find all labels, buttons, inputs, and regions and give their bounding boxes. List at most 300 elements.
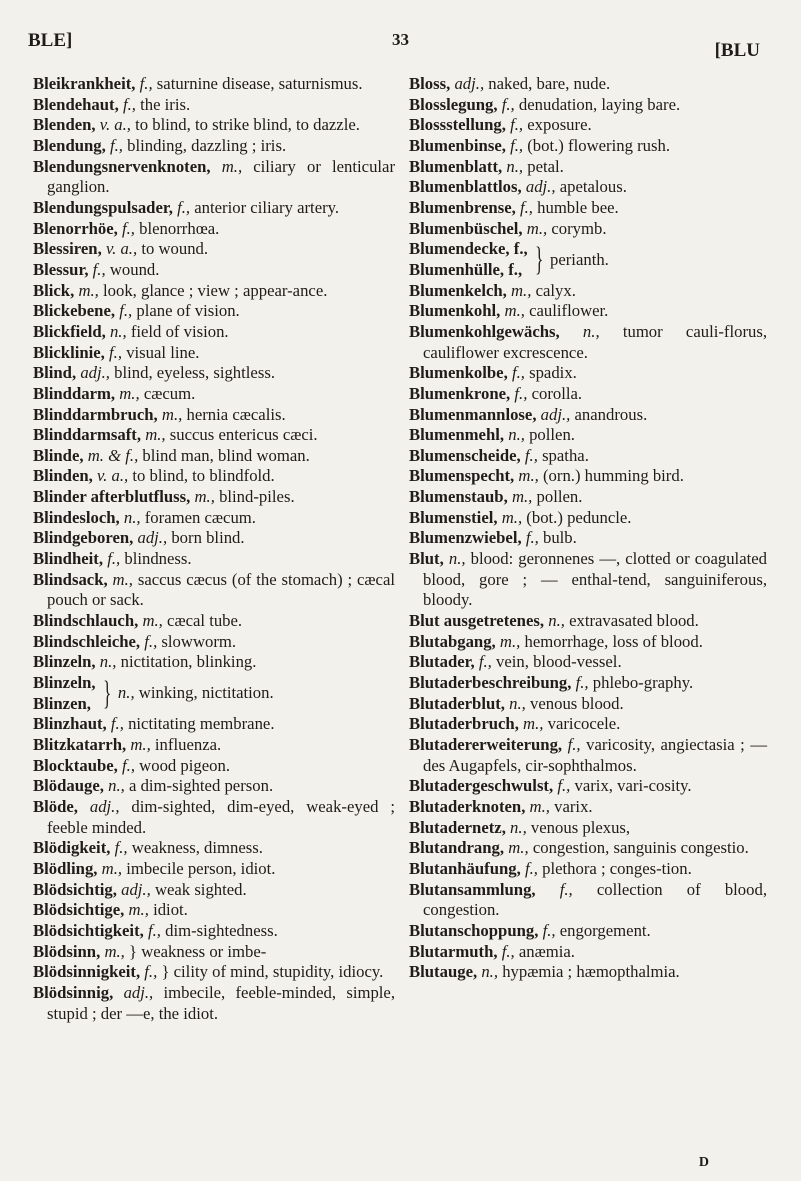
entry-headword: Blickebene, [33, 301, 116, 321]
entry-definition: humble bee. [537, 197, 619, 217]
dictionary-entry [409, 363, 767, 384]
entry-headword: Blödsichtige, [33, 900, 125, 920]
entry-headword: Blumenbrense, [409, 197, 516, 217]
entry-definition: imbecile, feeble-minded, simple, stupid ; der —e, the idiot. [47, 982, 395, 1023]
entry-definition: } weakness or imbe- [129, 941, 267, 961]
entry-headword: Blinddarmsaft, [33, 425, 142, 445]
page-number: 33 [392, 30, 409, 49]
entry-part-of-speech: f., [525, 528, 539, 548]
entry-part-of-speech: adj., [123, 982, 154, 1002]
entry-headword: Blumenkohl, [409, 301, 501, 321]
entry-headword: Blinde, [33, 445, 84, 465]
dictionary-entry [33, 756, 395, 777]
entry-definition: cæcal tube. [167, 611, 243, 631]
entry-definition: spadix. [529, 363, 577, 383]
dictionary-entry [33, 880, 395, 901]
dictionary-entry [409, 652, 767, 673]
entry-headword: Blutansammlung, [409, 879, 536, 899]
entry-part-of-speech: f., [575, 673, 589, 693]
entry-headword: Blut ausgetretenes, [409, 611, 545, 631]
dictionary-entry [409, 198, 767, 219]
entry-headword: Blutaderblut, [409, 693, 505, 713]
dictionary-entry [33, 115, 395, 136]
entry-definition: varicocele. [547, 714, 621, 734]
entry-definition: vein, blood-vessel. [496, 652, 622, 672]
dictionary-entry [33, 322, 395, 343]
entry-definition: bulb. [542, 528, 577, 548]
entry-part-of-speech: f., [511, 363, 525, 383]
entry-definition: (orn.) humming bird. [542, 466, 684, 486]
dictionary-entry [409, 446, 767, 467]
dictionary-entry [33, 983, 395, 1024]
entry-definition: blind man, blind woman. [142, 445, 310, 465]
entry-definition: hemorrhage, loss of blood. [524, 631, 703, 651]
dictionary-entry [409, 921, 767, 942]
dictionary-entry [409, 74, 767, 95]
dictionary-entry [409, 880, 767, 921]
entry-headword: Blocktaube, [33, 755, 118, 775]
entry-definition: tumor cauli-florus, cauliflower excrescence. [423, 321, 768, 362]
entry-headword: Blickfield, [33, 321, 106, 341]
entry-headword: Blumenkolbe, [409, 363, 508, 383]
dictionary-entry [409, 322, 767, 363]
entry-part-of-speech: f., [144, 631, 158, 651]
dictionary-entry [409, 714, 767, 735]
entry-definition: venous blood. [530, 693, 624, 713]
dictionary-entry-group [409, 239, 767, 280]
entry-headword: Blutaderbeschreibung, [409, 673, 572, 693]
entry-headword: Blutaderknoten, [409, 796, 526, 816]
entry-headword: Blutader, [409, 652, 475, 672]
entry-part-of-speech: f., [524, 445, 538, 465]
entry-definition: venous plexus, [530, 817, 631, 837]
dictionary-entry [33, 859, 395, 880]
entry-definition: plethora ; conges-tion. [542, 858, 692, 878]
entry-definition: wood pigeon. [139, 755, 231, 775]
entry-headword: Blutauge, [409, 962, 478, 982]
dictionary-entry [33, 260, 395, 281]
entry-headword: Blumenmehl, [409, 425, 505, 445]
entry-part-of-speech: f., [557, 776, 571, 796]
entry-part-of-speech: f., [107, 549, 121, 569]
entry-definition: saccus cæcus (of the stomach) ; cæcal pouch or sack. [47, 569, 396, 610]
entry-headword: Blinddarmbruch, [33, 404, 158, 424]
entry-headword: Blindschleiche, [33, 631, 141, 651]
entry-definition: dim-sightedness. [165, 920, 278, 940]
entry-headword: Blumenkelch, [409, 280, 507, 300]
dictionary-entry [33, 611, 395, 632]
dictionary-entry [33, 446, 395, 467]
entry-part-of-speech: m. & f., [87, 445, 139, 465]
entry-definition: apetalous. [559, 177, 627, 197]
entry-headword: Blumenzwiebel, [409, 528, 522, 548]
entry-part-of-speech: f., [559, 879, 573, 899]
dictionary-entry [409, 219, 767, 240]
entry-definition: (bot.) peduncle. [526, 507, 632, 527]
entry-definition: calyx. [535, 280, 576, 300]
dictionary-entry [33, 942, 395, 963]
entry-part-of-speech: adj., [540, 404, 571, 424]
dictionary-entry [33, 632, 395, 653]
dictionary-entry [33, 74, 395, 95]
entry-part-of-speech: f., [109, 135, 123, 155]
entry-part-of-speech: f., [122, 755, 135, 775]
entry-headword: Blind, [33, 363, 77, 383]
entry-definition: naked, bare, nude. [488, 74, 611, 93]
entry-part-of-speech: m., [526, 218, 548, 238]
entry-headword: Blinzhaut, [33, 714, 107, 734]
entry-definition: blind, eyeless, sightless. [114, 363, 275, 383]
entry-part-of-speech: f., [109, 342, 123, 362]
dictionary-entry [33, 776, 395, 797]
dictionary-entry [33, 921, 395, 942]
entry-definition: varix. [554, 796, 593, 816]
dictionary-entry [33, 508, 395, 529]
dictionary-entry [33, 136, 395, 157]
entry-definition: plane of vision. [136, 301, 240, 321]
entry-definition: blenorrhœa. [139, 218, 220, 238]
entry-headword: Bleikrankheit, [33, 74, 136, 93]
entry-headword: Blinder afterblutfluss, [33, 487, 191, 507]
dictionary-entry [409, 405, 767, 426]
entry-definition: exposure. [527, 115, 592, 135]
entry-headword: Blossstellung, [409, 115, 506, 135]
entry-part-of-speech: adj., [80, 363, 110, 383]
entry-headword: Blumenkohlgewächs, [409, 321, 560, 341]
entry-headword: Blumenhülle, f., [409, 259, 523, 279]
entry-definition: hypæmia ; hæmopthalmia. [502, 962, 680, 982]
dictionary-entry [409, 425, 767, 446]
entry-definition: the iris. [140, 94, 191, 114]
entry-definition: extravasated blood. [569, 611, 699, 631]
entry-part-of-speech: m., [78, 280, 99, 300]
entry-definition: varicosity, angiectasia ; — des Augapfels, cir-sophthalmos. [423, 735, 768, 775]
entry-part-of-speech: m., [529, 796, 550, 816]
entry-headword: Blutanhäufung, [409, 858, 521, 878]
dictionary-entry [33, 301, 395, 322]
entry-headword: Blutanschoppung, [409, 920, 539, 940]
entry-definition: hernia cæcalis. [186, 404, 286, 424]
dictionary-entry [409, 95, 767, 116]
entry-headword: Blöde, [33, 796, 78, 816]
entry-headword: Blumenmannlose, [409, 404, 537, 424]
entry-definition: dim-sighted, dim-eyed, weak-eyed ; feeble minded. [47, 796, 395, 837]
entry-definition: cauliflower. [529, 301, 609, 321]
entry-definition: perianth. [550, 249, 609, 269]
dictionary-entry [33, 797, 395, 838]
entry-definition: anterior ciliary artery. [194, 197, 340, 217]
dictionary-entry [409, 136, 767, 157]
entry-headword: Blosslegung, [409, 94, 498, 114]
entry-headword: Blumenstiel, [409, 507, 498, 527]
entry-definition: field of vision. [130, 321, 229, 341]
entry-headword: Blödsichtig, [33, 879, 117, 899]
dictionary-entry [409, 549, 767, 611]
entry-headword: Blinddarm, [33, 383, 116, 403]
entry-headword: Blutabgang, [409, 631, 496, 651]
entry-part-of-speech: m., [523, 714, 544, 734]
dictionary-entry [33, 384, 395, 405]
entry-definition: wound. [109, 259, 160, 279]
entry-definition: to blind, to strike blind, to dazzle. [135, 115, 360, 135]
dictionary-entry [33, 466, 395, 487]
dictionary-entry [409, 281, 767, 302]
entry-part-of-speech: f., [122, 94, 136, 114]
entry-definition: } cility of mind, stupidity, idiocy. [161, 962, 384, 982]
entry-definition: denudation, laying bare. [518, 94, 681, 114]
entry-headword: Blessiren, [33, 239, 102, 259]
entry-part-of-speech: f., [177, 197, 191, 217]
entry-definition: look, glance ; view ; appear-ance. [103, 280, 328, 300]
entry-part-of-speech: f., [519, 197, 533, 217]
entry-definition: (bot.) flowering rush. [527, 135, 670, 155]
entry-part-of-speech: f., [501, 94, 515, 114]
entry-headword: Blick, [33, 280, 75, 300]
entry-definition: collection of blood, congestion. [423, 879, 768, 920]
dictionary-entry [409, 177, 767, 198]
entry-part-of-speech: m., [194, 487, 215, 507]
dictionary-entry [33, 425, 395, 446]
left-column [33, 74, 395, 1024]
entry-headword: Blinzeln, [33, 652, 96, 672]
entry-definition: foramen cæcum. [144, 507, 256, 527]
entry-part-of-speech: n., [510, 817, 527, 837]
dictionary-entry [409, 611, 767, 632]
dictionary-entry [409, 735, 767, 776]
dictionary-entry [33, 549, 395, 570]
entry-headword: Blutaderbruch, [409, 714, 519, 734]
entry-definition: born blind. [171, 528, 245, 548]
entry-part-of-speech: f., [122, 218, 135, 238]
entry-part-of-speech: m., [101, 858, 123, 878]
entry-definition: anæmia. [518, 941, 575, 961]
entry-part-of-speech: v. a., [97, 466, 129, 486]
header-left-guide: BLE] [28, 30, 73, 51]
dictionary-entry [409, 301, 767, 322]
entry-part-of-speech: m., [128, 900, 149, 920]
entry-part-of-speech: m., [508, 838, 529, 858]
entry-definition: blindness. [124, 549, 192, 569]
entry-headword: Bloss, [409, 74, 451, 93]
entry-part-of-speech: v. a., [99, 115, 131, 135]
dictionary-entry [409, 466, 767, 487]
entry-part-of-speech: n., [109, 321, 127, 341]
entry-part-of-speech: adj., [89, 796, 120, 816]
dictionary-entry [33, 487, 395, 508]
dictionary-entry [33, 343, 395, 364]
entry-part-of-speech: f., [510, 135, 524, 155]
entry-part-of-speech: m., [104, 941, 125, 961]
entry-part-of-speech: f., [144, 962, 158, 982]
entry-headword: Blumenblatt, [409, 156, 503, 176]
entry-headword: Blicklinie, [33, 342, 105, 362]
entry-headword: Blessur, [33, 259, 89, 279]
dictionary-entry [33, 239, 395, 260]
page-header [0, 30, 801, 60]
dictionary-entry [409, 776, 767, 797]
entry-part-of-speech: f., [567, 735, 581, 754]
entry-part-of-speech: m., [145, 425, 166, 445]
entry-headword: Blumenbinse, [409, 135, 506, 155]
entry-part-of-speech: m., [142, 611, 163, 631]
entry-definition: saturnine disease, saturnismus. [156, 74, 363, 93]
dictionary-entry [409, 694, 767, 715]
entry-part-of-speech: n., [99, 652, 117, 672]
entry-headword: Blindheit, [33, 549, 104, 569]
entry-headword: Blumenblattlos, [409, 177, 522, 197]
entry-part-of-speech: n., [548, 611, 565, 631]
entry-part-of-speech: n., [509, 693, 526, 713]
entry-headword: Blutadernetz, [409, 817, 506, 837]
brace-mark: } [534, 240, 543, 278]
entry-part-of-speech: f., [92, 259, 106, 279]
entry-part-of-speech: adj., [525, 177, 556, 197]
entry-headword: Blendungspulsader, [33, 197, 173, 217]
entry-part-of-speech: f., [514, 383, 528, 403]
entry-headword: Blödauge, [33, 776, 104, 796]
dictionary-entry [409, 632, 767, 653]
entry-definition: cæcum. [143, 383, 196, 403]
entry-part-of-speech: adj., [121, 879, 151, 899]
dictionary-entry [409, 508, 767, 529]
entry-definition: a dim-sighted person. [128, 776, 274, 796]
entry-definition: engorgement. [559, 920, 651, 940]
entry-headword: Blutarmuth, [409, 941, 498, 961]
entry-part-of-speech: f., [542, 920, 556, 940]
entry-part-of-speech: f., [139, 74, 153, 93]
entry-part-of-speech: m., [161, 404, 183, 424]
entry-headword: Blinden, [33, 466, 93, 486]
entry-headword: Blödsinn, [33, 941, 101, 961]
entry-part-of-speech: m., [511, 280, 532, 300]
entry-headword: Blut, [409, 549, 444, 569]
entry-definition: congestion, sanguinis congestio. [532, 838, 749, 858]
entry-definition: pollen. [536, 487, 583, 507]
entry-definition: nictitation, blinking. [120, 652, 257, 672]
brace-mark: } [102, 674, 111, 712]
dictionary-entry [409, 797, 767, 818]
entry-definition: winking, nictitation. [138, 683, 274, 703]
entry-part-of-speech: adj., [137, 528, 168, 548]
entry-definition: weak sighted. [154, 879, 247, 899]
entry-part-of-speech: f., [110, 714, 124, 734]
entry-headword: Blumenkrone, [409, 383, 511, 403]
dictionary-entry [33, 157, 395, 198]
entry-definition: nictitating membrane. [128, 714, 275, 734]
dictionary-entry [409, 673, 767, 694]
dictionary-entry-group [33, 673, 395, 714]
entry-headword: Blumenscheide, [409, 445, 521, 465]
entry-definition: corolla. [531, 383, 583, 403]
entry-part-of-speech: m., [130, 735, 151, 754]
dictionary-entry [409, 859, 767, 880]
entry-part-of-speech: f., [501, 941, 515, 961]
entry-part-of-speech: f., [114, 838, 128, 858]
entry-part-of-speech: m., [511, 487, 533, 507]
entry-headword: Blumendecke, f., [409, 239, 528, 259]
dictionary-entry [33, 838, 395, 859]
entry-part-of-speech: n., [123, 507, 141, 527]
entry-part-of-speech: m., [504, 301, 525, 321]
dictionary-entry [33, 570, 395, 611]
entry-headword: Blinzeln, [33, 673, 96, 693]
entry-headword: Blumenbüschel, [409, 218, 523, 238]
entry-part-of-speech: n., [506, 156, 524, 176]
entry-headword: Blumenspecht, [409, 466, 515, 486]
dictionary-entry [33, 363, 395, 384]
entry-definition: visual line. [126, 342, 200, 362]
dictionary-entry [409, 528, 767, 549]
entry-headword: Blinzen, [33, 693, 91, 713]
entry-definition: idiot. [153, 900, 188, 920]
signature-mark: D [698, 1155, 709, 1170]
entry-part-of-speech: m., [499, 631, 521, 651]
entry-definition: succus entericus cæci. [169, 425, 318, 445]
dictionary-entry [33, 735, 395, 756]
entry-headword: Blenden, [33, 115, 96, 135]
entry-definition: spatha. [542, 445, 589, 465]
dictionary-entry [33, 219, 395, 240]
dictionary-entry [409, 487, 767, 508]
right-column [409, 74, 767, 983]
entry-headword: Blindschlauch, [33, 611, 139, 631]
entry-definition: imbecile person, idiot. [126, 858, 276, 878]
entry-part-of-speech: f., [524, 858, 538, 878]
entry-headword: Blödsinnigkeit, [33, 962, 141, 982]
entry-headword: Blödsichtigkeit, [33, 920, 144, 940]
entry-definition: blind-piles. [219, 487, 295, 507]
entry-part-of-speech: v. a., [105, 239, 138, 259]
entry-definition: varix, vari-cosity. [574, 776, 692, 796]
entry-definition: ciliary or lenticular ganglion. [47, 156, 396, 197]
entry-headword: Blitzkatarrh, [33, 735, 127, 754]
entry-part-of-speech: m., [518, 466, 539, 486]
entry-headword: Blindesloch, [33, 507, 120, 527]
entry-headword: Blendungsnervenknoten, [33, 156, 211, 176]
dictionary-entry [33, 528, 395, 549]
entry-definition: slowworm. [161, 631, 237, 651]
dictionary-entry [33, 281, 395, 302]
dictionary-entry [409, 962, 767, 983]
dictionary-entry [409, 157, 767, 178]
entry-definition: petal. [527, 156, 564, 176]
dictionary-entry [33, 198, 395, 219]
entry-definition: pollen. [529, 425, 575, 445]
entry-definition: blood: geronnenes —, clotted or coagulated blood, gore ; — enthal-tend, sanguiniferous, bloody. [423, 549, 767, 610]
entry-part-of-speech: f., [478, 652, 492, 672]
dictionary-entry [33, 962, 395, 983]
entry-part-of-speech: n., [117, 683, 135, 703]
entry-part-of-speech: f., [510, 115, 524, 135]
entry-definition: weakness, dimness. [131, 838, 263, 858]
entry-definition: phlebo-graphy. [592, 673, 694, 693]
entry-part-of-speech: m., [119, 383, 140, 403]
entry-part-of-speech: m., [501, 507, 523, 527]
entry-headword: Blödigkeit, [33, 838, 111, 858]
entry-definition: blinding, dazzling ; iris. [127, 135, 287, 155]
entry-headword: Blindsack, [33, 569, 108, 589]
entry-part-of-speech: f., [147, 920, 161, 940]
entry-headword: Blindgeboren, [33, 528, 134, 548]
header-right-guide: [BLU [714, 40, 760, 61]
entry-definition: to wound. [141, 239, 209, 259]
dictionary-entry [409, 115, 767, 136]
entry-headword: Blutadererweiterung, [409, 735, 563, 754]
dictionary-entry [33, 900, 395, 921]
dictionary-entry [33, 95, 395, 116]
entry-part-of-speech: n., [508, 425, 525, 445]
entry-headword: Blödsinnig, [33, 982, 114, 1002]
